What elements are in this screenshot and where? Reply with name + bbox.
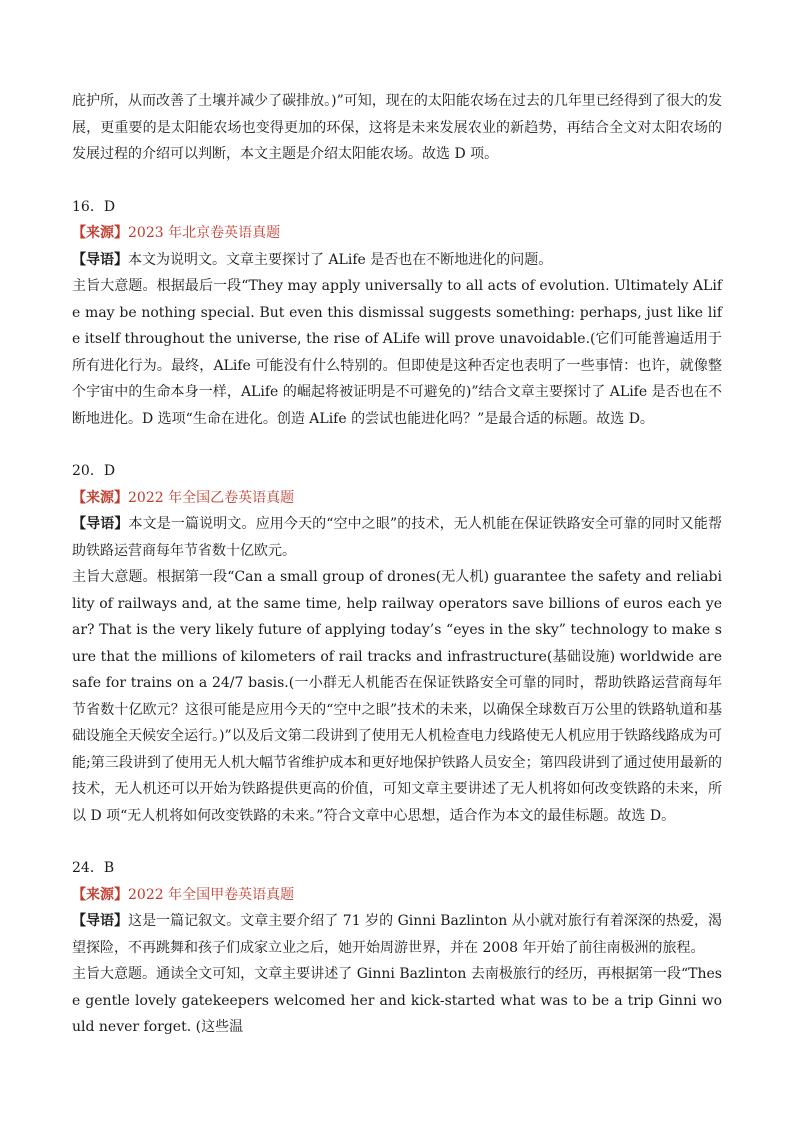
spacer (72, 829, 722, 855)
source-text: 2022 年全国乙卷英语真题 (128, 489, 295, 506)
source-text: 2023 年北京卷英语真题 (128, 225, 281, 241)
guide-line (72, 247, 722, 274)
source-label: 【来源】 (72, 489, 128, 506)
spacer (72, 168, 722, 194)
analysis-text: 主旨大意题。根据最后一段“They may apply universally to all acts of evolution. Ultimately ALife may be nothing special. But even this dismissal suggests something: perhaps, just like life itself throughout the universe, the rise of ALife will prove unavoidable.(它们可能普遍适用于所有进化行为。最终，ALife 可能没有什么特别的。但即使是这种否定也表明了一些事情：也许，就像整个宇宙中的生命本身一样，ALife 的崛起将被证明是不可避免的)”结合文章主要探讨了 ALife 是否也在不断地进化。D 选项“生命在进化。创造 ALife 的尝试也能进化吗？”是最合适的标题。故选 D。 (72, 278, 722, 427)
spacer (72, 432, 722, 458)
guide-label: 【导语】 (72, 251, 128, 268)
analysis-text: 主旨大意题。通读全文可知，文章主要讲述了 Ginni Bazlinton 去南极旅行的经历，再根据第一段“These gentle lovely gatekeepers welcomed her and kick-started what was to be a trip Ginni would never forget. (这些温 (72, 966, 722, 1035)
question-block-16 (72, 194, 722, 433)
source-line (72, 485, 722, 512)
question-number: 24．B (72, 860, 115, 876)
question-number: 16．D (72, 198, 116, 215)
source-line (72, 882, 722, 909)
guide-text: 这是一篇记叙文。文章主要介绍了 71 岁的 Ginni Bazlinton 从小就对旅行有着深深的热爱，渴望探险，不再跳舞和孩子们成家立业之后，她开始周游世界，并在 2008 年开始了前往南极洲的旅程。 (72, 913, 722, 956)
source-text: 2022 年全国甲卷英语真题 (128, 886, 295, 903)
guide-text: 本文是一篇说明文。应用今天的“空中之眼”的技术，无人机能在保证铁路安全可靠的同时又能帮助铁路运营商每年节省数十亿欧元。 (72, 516, 723, 559)
guide-label: 【导语】 (72, 913, 129, 929)
source-line (72, 220, 722, 247)
document-page (72, 88, 722, 1041)
guide-line (72, 511, 722, 564)
question-number: 20．D (72, 463, 116, 479)
question-block-24 (72, 855, 722, 1041)
source-label: 【来源】 (72, 886, 128, 903)
guide-text: 本文为说明文。文章主要探讨了 ALife 是否也在不断地进化的问题。 (128, 251, 553, 268)
source-label: 【来源】 (72, 225, 128, 241)
guide-line (72, 908, 722, 961)
question-block-20 (72, 458, 722, 829)
analysis-text: 主旨大意题。根据第一段“Can a small group of drones(无人机) guarantee the safety and reliability of railways and, at the same time, help railway operators save billions of euros each year? That is the very likely future of applying today’s “eyes in the sky” technology to make sure that the millions of kilometers of rail tracks and infrastructure(基础设施) worldwide are safe for trains on a 24/7 basis.(一小群无人机能否在保证铁路安全可靠的同时，帮助铁路运营商每年节省数十亿欧元？这很可能是应用今天的“空中之眼”技术的未来，以确保全球数百万公里的铁路轨道和基础设施全天候安全运行。)”以及后文第二段讲到了使用无人机检查电力线路使无人机应用于铁路线路成为可能;第三段讲到了使用无人机大幅节省维护成本和更好地保护铁路人员安全；第四段讲到了通过使用最新的技术，无人机还可以开始为铁路提供更高的价值，可知文章主要讲述了无人机将如何改变铁路的未来，所以 D 项“无人机将如何改变铁路的未来。”符合文章中心思想，适合作为本文的最佳标题。故选 D。 (72, 569, 722, 824)
intro-paragraph: 庇护所，从而改善了土壤并减少了碳排放。)”可知，现在的太阳能农场在过去的几年里已经得到了很大的发展，更重要的是太阳能农场也变得更加的环保，这将是未来发展农业的新趋势，再结合全文对太阳农场的发展过程的介绍可以判断，本文主题是介绍太阳能农场。故选 D 项。 (72, 93, 722, 162)
guide-label: 【导语】 (72, 516, 129, 532)
